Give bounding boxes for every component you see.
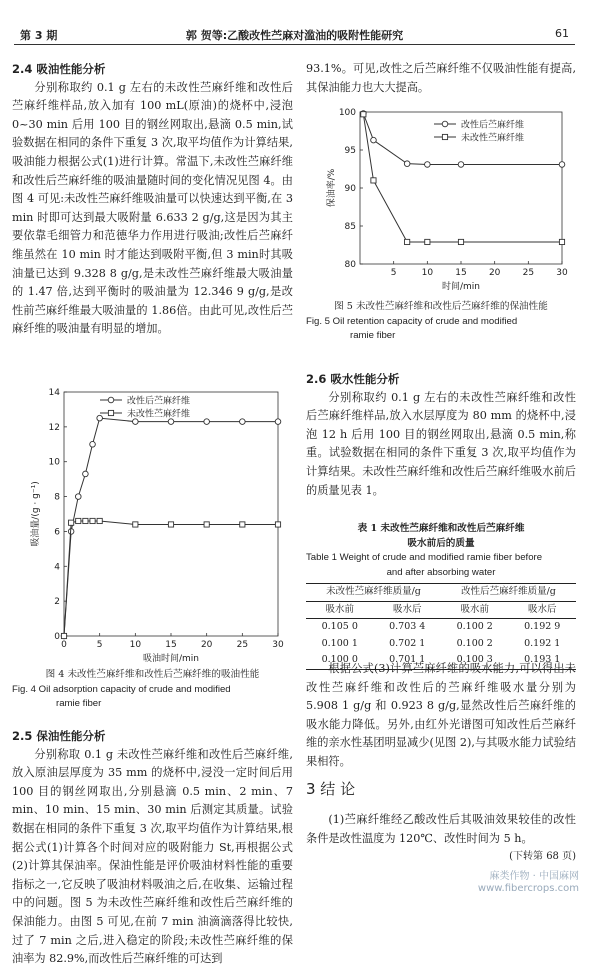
y-tick-label: 95 — [344, 146, 356, 156]
retention-conclusion: 93.1%。可见,改性之后苎麻纤维不仅吸油性能有提高,其保油能力也大大提高。 — [306, 62, 576, 94]
section-2-4 — [12, 60, 293, 339]
table-cell: 0.100 2 — [456, 621, 493, 632]
data-point-square — [371, 178, 376, 183]
table-row — [306, 619, 576, 636]
data-point-circle — [83, 471, 89, 477]
data-point-circle — [90, 441, 96, 447]
y-tick-label: 2 — [54, 597, 60, 608]
x-tick-label: 30 — [272, 640, 284, 650]
data-point-circle — [559, 162, 565, 168]
data-point-circle — [75, 494, 81, 500]
table-1-title-cn-1: 表 1 未改性苎麻纤维和改性后苎麻纤维 — [357, 523, 525, 534]
watermark — [478, 871, 579, 895]
y-tick-label: 6 — [54, 527, 60, 538]
table-cell: 0.105 0 — [321, 621, 358, 632]
data-point-square — [168, 522, 173, 527]
section-2-6 — [306, 370, 576, 500]
data-point-circle — [371, 137, 377, 143]
data-point-square — [133, 522, 138, 527]
watermark-line-2: www.fibercrops.com — [477, 883, 579, 894]
data-point-square — [97, 518, 102, 523]
plot-frame — [64, 392, 278, 636]
series-line — [64, 521, 278, 636]
y-tick-label: 0 — [54, 632, 60, 642]
data-point-circle — [204, 419, 210, 425]
table-row — [306, 636, 576, 653]
legend-label: 改性后苎麻纤维 — [127, 396, 191, 407]
data-point-square — [240, 522, 245, 527]
y-tick-label: 100 — [338, 108, 356, 118]
section-2-5-continued — [306, 60, 576, 97]
figure-4-caption-en-2: ramie fiber — [56, 698, 102, 709]
data-point-circle — [458, 162, 464, 168]
y-tick-label: 14 — [48, 388, 60, 398]
data-point-square — [90, 518, 95, 523]
legend-label: 未改性苎麻纤维 — [127, 409, 191, 420]
table-cell: 0.100 1 — [321, 637, 358, 649]
data-point-square — [559, 239, 564, 244]
legend-label: 改性后苎麻纤维 — [461, 120, 525, 131]
section-2-5 — [12, 727, 293, 966]
section-2-4-body: 分别称取约 0.1 g 左右的未改性苎麻纤维和改性后苎麻纤维样品,放入加有 100 mL(原油)的烧杯中,浸泡 0~30 min 后用 100 目的钢丝网取出,悬滴 0.5 min,试验数据在相同的条件下重复 3 次,取平均值作为计算结果,吸油能力根据公式(1)进行计算。常温下,未改性苎麻纤维和改性后苎麻纤维的吸油量随时间的变化情况见图 4。由图 4 可见:未改性苎麻纤维吸油量可以快速达到平衡,在 3 min 时即可达到最大吸附量 6.633 2 g/g,这是因为其主要依靠毛细管力和范德华力作用进行吸油;改性后苎麻纤维虽然在 10 min 时才能达到吸附平衡,但 3 min时其吸油量已达到 9.328 8 g/g,是未改性苎麻纤维最大吸油量的 1.47 倍,达到平衡时的吸油量为 12.346 9 g/g,是改性前苎麻纤维最大吸油量的 1.86倍。由此可见,改性后苎麻纤维的吸油量有明显的增加。 — [12, 80, 293, 336]
table-1-title-cn-2: 吸水前后的质量 — [407, 537, 475, 549]
section-2-5-title: 2.5 保油性能分析 — [12, 729, 106, 743]
data-point-circle — [97, 415, 103, 421]
x-axis-label: 吸油时间/min — [142, 654, 200, 664]
figure-5-caption — [306, 300, 576, 344]
section-3 — [306, 775, 576, 867]
figure-5-caption-en-2: ramie fiber — [350, 330, 396, 341]
y-axis-label: 吸油量/(g · g⁻¹) — [31, 481, 41, 547]
figure-5-chart — [308, 104, 576, 300]
figure-4-caption — [12, 668, 293, 712]
y-tick-label: 12 — [48, 422, 60, 433]
y-tick-label: 4 — [54, 562, 60, 573]
x-tick-label: 25 — [522, 268, 535, 278]
table-1-title-en-2: and after absorbing water — [386, 566, 496, 578]
legend-marker-circle — [108, 397, 114, 403]
y-tick-label: 8 — [54, 492, 60, 503]
legend-marker-square — [442, 134, 447, 139]
table-cell: 0.192 9 — [524, 621, 561, 632]
table-cell: 0.703 4 — [389, 621, 426, 632]
data-point-circle — [275, 419, 281, 425]
water-absorption-discussion — [306, 660, 576, 772]
table-cell: 0.701 1 — [389, 654, 426, 665]
legend-label: 未改性苎麻纤维 — [461, 133, 525, 144]
table-cell: 0.193 1 — [524, 654, 561, 665]
table-1-subheader: 吸水前 — [325, 603, 354, 615]
table-1 — [306, 522, 576, 670]
legend-marker-circle — [442, 121, 448, 127]
y-tick-label: 10 — [48, 457, 60, 468]
data-point-circle — [168, 419, 174, 425]
section-2-4-title: 2.4 吸油性能分析 — [12, 62, 106, 76]
x-tick-label: 10 — [421, 268, 434, 278]
y-tick-label: 90 — [344, 184, 356, 194]
table-cell: 0.702 1 — [389, 637, 426, 649]
figure-4-caption-en-1: Fig. 4 Oil adsorption capacity of crude and modified — [12, 683, 231, 695]
x-tick-label: 15 — [455, 268, 467, 278]
x-tick-label: 20 — [488, 268, 501, 278]
y-tick-label: 85 — [344, 222, 356, 232]
x-tick-label: 5 — [390, 268, 397, 278]
water-absorption-text: 根据公式(3)计算苎麻纤维的吸水能力,可以得出未改性苎麻纤维和改性后的苎麻纤维吸水量分别为 5.908 1 g/g 和 0.923 8 g/g,显然改性后苎麻纤维的吸水能力降低。另外,由红外光谱图可知改性后苎麻纤维的亲水性基团明显减少(见图 2),与其吸水能力试验结果相符。 — [306, 662, 576, 768]
section-3-body: (1)苎麻纤维经乙酸改性后其吸油效果较佳的改性条件是改性温度为 120℃、改性时间为 5 h。 — [306, 813, 576, 845]
data-point-square — [361, 112, 366, 117]
table-1-subheader: 吸水前 — [460, 603, 489, 615]
y-tick-label: 80 — [344, 260, 356, 270]
table-1-subheader: 吸水后 — [527, 603, 557, 615]
x-tick-label: 10 — [129, 640, 142, 650]
page-number: 61 — [555, 27, 569, 40]
legend-marker-square — [108, 410, 113, 415]
data-point-square — [61, 633, 66, 638]
x-tick-label: 25 — [236, 640, 249, 650]
table-1-subheader: 吸水后 — [392, 603, 422, 615]
data-point-square — [76, 518, 81, 523]
x-tick-label: 30 — [556, 268, 568, 278]
table-1-title-en-1: Table 1 Weight of crude and modified ramie fiber before — [306, 552, 543, 563]
continuation-note: (下转第 68 页) — [509, 851, 576, 863]
watermark-line-1: 麻类作物 · 中国麻网 — [489, 871, 579, 882]
table-cell: 0.100 0 — [321, 654, 358, 665]
x-tick-label: 20 — [200, 640, 213, 650]
table-1-header-crude: 未改性苎麻纤维质量/g — [326, 586, 421, 597]
data-point-square — [458, 239, 463, 244]
x-tick-label: 0 — [61, 640, 67, 650]
data-point-circle — [240, 419, 246, 425]
data-point-circle — [404, 161, 410, 167]
x-tick-label: 15 — [165, 640, 177, 650]
figure-4-chart — [20, 382, 290, 667]
data-point-square — [204, 522, 209, 527]
figure-5-caption-cn: 图 5 未改性苎麻纤维和改性后苎麻纤维的保油性能 — [334, 301, 548, 312]
y-axis-label: 保油率/% — [327, 168, 337, 208]
section-2-5-body: 分别称取 0.1 g 未改性苎麻纤维和改性后苎麻纤维,放入原油层厚度为 35 mm 的烧杯中,浸没一定时间后用 100 目的钢丝网取出,分别悬滴 0.5 min、2 min、7 min、10 min、15 min、30 min 后测定其质量。试验数据在相同的条件下重复 3 次,取平均值作为计算结果,根据公式(1)计算各个时间对应的吸附能力 St,再根据公式(2)计算其保油率。保油性能是评价吸油材料性能的重要指标之一,它反映了吸油材料吸油之后,在收集、运输过程中的问题。图 5 为未改性苎麻纤维和改性后苎麻纤维的保油能力。由图 5 可见,在前 7 min 油滴滴落得比较快,过了 7 min 之后,进入稳定的阶段;未改性苎麻纤维的保油率为 82.9%,而改性后苎麻纤维的可达到 — [12, 747, 293, 966]
table-cell: 0.100 3 — [456, 654, 493, 665]
table-1-header-modified: 改性后苎麻纤维质量/g — [461, 586, 556, 597]
data-point-square — [69, 520, 74, 525]
data-point-square — [83, 518, 88, 523]
data-point-circle — [425, 162, 431, 168]
table-cell: 0.192 1 — [524, 637, 561, 649]
section-2-6-title: 2.6 吸水性能分析 — [306, 372, 400, 386]
figure-4-caption-cn: 图 4 未改性苎麻纤维和改性后苎麻纤维的吸油性能 — [45, 669, 260, 680]
running-title: 郭 贺等:乙酸改性苎麻对滥油的吸附性能研究 — [185, 29, 404, 42]
data-point-square — [405, 239, 410, 244]
table-1-grid — [306, 583, 576, 670]
page-header — [14, 24, 575, 45]
data-point-square — [425, 239, 430, 244]
data-point-circle — [133, 419, 139, 425]
data-point-square — [275, 522, 280, 527]
table-cell: 0.100 2 — [456, 637, 493, 649]
section-2-6-body: 分别称取约 0.1 g 左右的未改性苎麻纤维和改性后苎麻纤维样品,放入水层厚度为 80 mm 的烧杯中,浸泡 12 h 后用 100 目的钢丝网取出,悬滴 0.5 min,称重。试验数据在相同的条件下重复 3 次,取平均值作为计算结果。未改性苎麻纤维和改性后苎麻纤维吸水前后的质量见表 1。 — [306, 390, 576, 497]
x-axis-label: 时间/min — [441, 282, 481, 292]
figure-5-caption-en-1: Fig. 5 Oil retention capacity of crude and modified — [306, 315, 518, 327]
issue-number: 第 3 期 — [20, 29, 58, 42]
section-3-title: 3 结 论 — [306, 780, 356, 798]
x-tick-label: 5 — [96, 640, 103, 650]
